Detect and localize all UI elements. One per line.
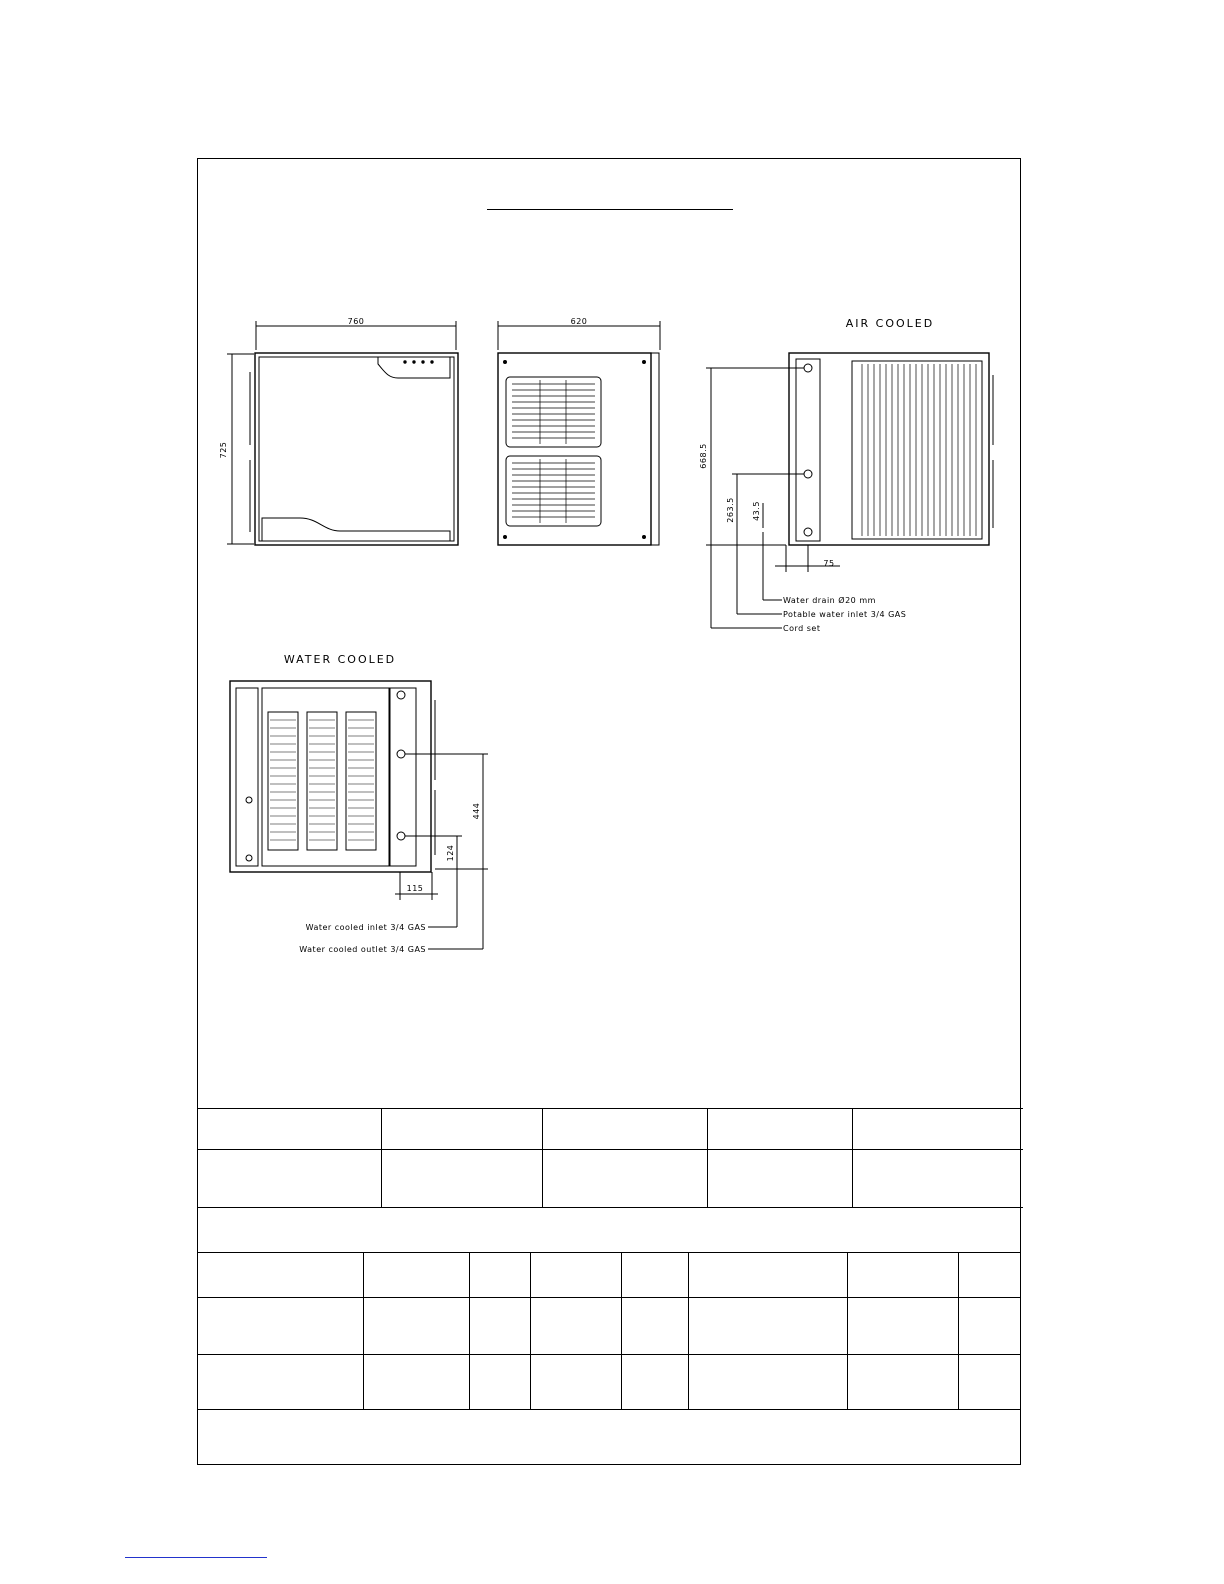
table-cell: [958, 1355, 959, 1409]
water-cooled-label: WATER COOLED: [283, 653, 397, 666]
table-cell: [363, 1355, 364, 1409]
water-offset-dim: 115: [406, 884, 424, 893]
table-cell: [688, 1355, 689, 1409]
table-cell: [363, 1253, 364, 1297]
table-cell: [847, 1253, 848, 1297]
air-cooled-label: AIR COOLED: [845, 317, 935, 330]
table-row: [197, 1108, 1023, 1150]
table-cell: [707, 1108, 708, 1149]
water-drain-callout: Water drain Ø20 mm: [783, 596, 876, 605]
spec-table: [197, 0, 1023, 1584]
table-row: [197, 1253, 1021, 1298]
air-overall-dim: 668.5: [699, 443, 708, 469]
side-width-dim: 620: [570, 317, 588, 326]
potable-water-inlet-callout: Potable water inlet 3/4 GAS: [783, 610, 907, 619]
table-cell: [469, 1253, 470, 1297]
table-cell: [688, 1253, 689, 1297]
table-cell: [852, 1150, 853, 1207]
table-row: [197, 1355, 1021, 1410]
table-cell: [621, 1253, 622, 1297]
table-row: [197, 1208, 1021, 1253]
front-width-dim: 760: [347, 317, 365, 326]
table-cell: [688, 1298, 689, 1354]
table-cell: [847, 1355, 848, 1409]
table-cell: [621, 1355, 622, 1409]
table-cell: [542, 1150, 543, 1207]
table-cell: [381, 1108, 382, 1149]
air-inlet-height-dim: 263.5: [726, 497, 735, 523]
table-cell: [621, 1298, 622, 1354]
water-outlet-height-dim: 444: [472, 802, 481, 820]
air-offset-dim: 75: [823, 559, 835, 568]
water-inlet-height-dim: 124: [446, 844, 455, 862]
table-cell: [542, 1108, 543, 1149]
front-height-dim: 725: [219, 441, 228, 459]
footer-link-underline[interactable]: [125, 1557, 267, 1558]
water-cooled-inlet-callout: Water cooled inlet 3/4 GAS: [305, 923, 426, 932]
table-cell: [363, 1298, 364, 1354]
table-cell: [469, 1298, 470, 1354]
cord-set-callout: Cord set: [783, 624, 821, 633]
table-row: [197, 1298, 1021, 1355]
table-cell: [381, 1150, 382, 1207]
air-drain-height-dim: 43.5: [752, 501, 761, 521]
table-cell: [530, 1253, 531, 1297]
table-row: [197, 1150, 1023, 1208]
water-cooled-outlet-callout: Water cooled outlet 3/4 GAS: [299, 945, 426, 954]
table-cell: [847, 1298, 848, 1354]
table-cell: [958, 1298, 959, 1354]
table-cell: [530, 1298, 531, 1354]
table-cell: [852, 1108, 853, 1149]
table-cell: [530, 1355, 531, 1409]
table-cell: [707, 1150, 708, 1207]
table-cell: [958, 1253, 959, 1297]
table-cell: [469, 1355, 470, 1409]
